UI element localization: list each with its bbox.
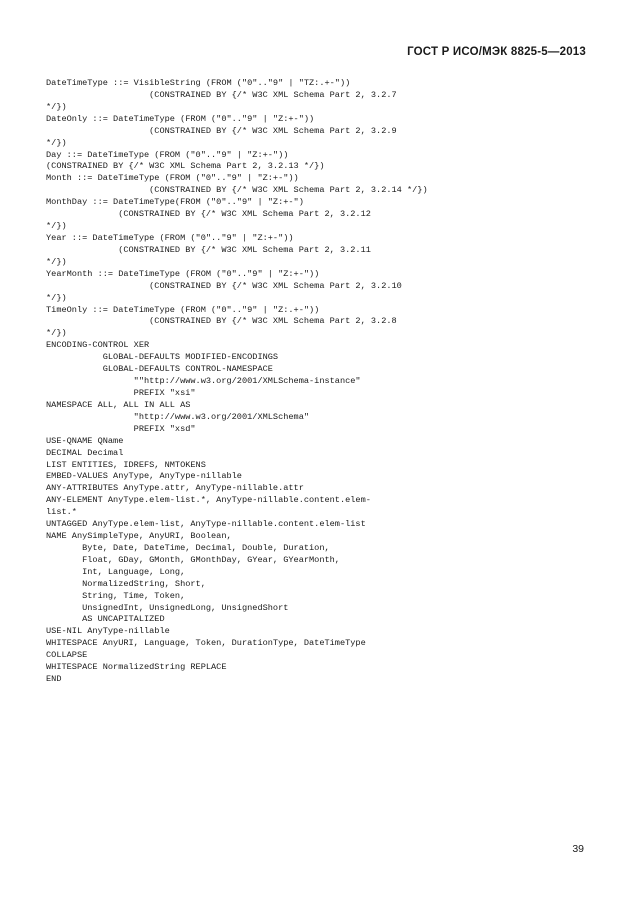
code-line: WHITESPACE NormalizedString REPLACE [46,662,227,673]
code-line: USE-NIL AnyType-nillable [46,626,170,637]
code-line: NAMESPACE ALL, ALL IN ALL AS [46,399,191,410]
page-header-standard-code: ГОСТ Р ИСО/МЭК 8825-5—2013 [407,46,586,58]
code-line: Byte, Date, DateTime, Decimal, Double, Duration, [46,542,330,553]
code-line: */}) [46,137,67,148]
code-line: ""http://www.w3.org/2001/XMLSchema-instance" [46,376,361,387]
code-line: list.* [46,507,77,518]
code-line: ENCODING-CONTROL XER [46,340,150,351]
code-line: (CONSTRAINED BY {/* W3C XML Schema Part 2, 3.2.14 */}) [46,185,428,196]
code-line: ANY-ELEMENT AnyType.elem-list.*, AnyType-nillable.content.elem- [46,495,371,506]
code-line: DECIMAL Decimal [46,447,124,458]
code-line: ANY-ATTRIBUTES AnyType.attr, AnyType-nillable.attr [46,483,304,494]
code-line: */}) [46,256,67,267]
code-line: Float, GDay, GMonth, GMonthDay, GYear, GYearMonth, [46,554,340,565]
code-line: (CONSTRAINED BY {/* W3C XML Schema Part 2, 3.2.11 [46,244,371,255]
code-line: */}) [46,221,67,232]
code-line: USE-QNAME QName [46,435,124,446]
code-line: "http://www.w3.org/2001/XMLSchema" [46,411,310,422]
code-line: (CONSTRAINED BY {/* W3C XML Schema Part 2, 3.2.8 [46,316,397,327]
code-line: YearMonth ::= DateTimeType (FROM ("0".."9" | "Z:+-")) [46,268,320,279]
code-line: PREFIX "xsd" [46,423,196,434]
code-line: DateTimeType ::= VisibleString (FROM ("0".."9" | "TZ:.+-")) [46,78,351,88]
page-number: 39 [572,843,584,855]
code-line: (CONSTRAINED BY {/* W3C XML Schema Part 2, 3.2.12 [46,209,371,220]
code-line: END [46,674,62,685]
code-line: UnsignedInt, UnsignedLong, UnsignedShort [46,602,289,613]
code-line: Int, Language, Long, [46,566,186,577]
code-line: */}) [46,101,67,112]
code-line: (CONSTRAINED BY {/* W3C XML Schema Part 2, 3.2.7 [46,89,397,100]
code-line: */}) [46,292,67,303]
asn1-code-listing [46,78,606,686]
code-line: GLOBAL-DEFAULTS CONTROL-NAMESPACE [46,364,273,375]
code-line: WHITESPACE AnyURI, Language, Token, DurationType, DateTimeType [46,638,366,649]
code-line: Month ::= DateTimeType (FROM ("0".."9" | "Z:+-")) [46,173,299,184]
code-line: GLOBAL-DEFAULTS MODIFIED-ENCODINGS [46,352,279,363]
code-line: AS UNCAPITALIZED [46,614,165,625]
code-line: TimeOnly ::= DateTimeType (FROM ("0".."9" | "Z:.+-")) [46,304,320,315]
code-line: LIST ENTITIES, IDREFS, NMTOKENS [46,459,206,470]
code-line: PREFIX "xsi" [46,387,196,398]
code-line: COLLAPSE [46,650,88,661]
code-line: DateOnly ::= DateTimeType (FROM ("0".."9" | "Z:+-")) [46,113,315,124]
code-line: EMBED-VALUES AnyType, AnyType-nillable [46,471,242,482]
code-line: Day ::= DateTimeType (FROM ("0".."9" | "Z:+-")) [46,149,289,160]
code-line: */}) [46,328,67,339]
code-line: String, Time, Token, [46,590,186,601]
code-line: UNTAGGED AnyType.elem-list, AnyType-nillable.content.elem-list [46,519,366,530]
code-line: NAME AnySimpleType, AnyURI, Boolean, [46,531,232,542]
code-line: Year ::= DateTimeType (FROM ("0".."9" | "Z:+-")) [46,232,294,243]
code-line: (CONSTRAINED BY {/* W3C XML Schema Part 2, 3.2.9 [46,125,397,136]
code-line: (CONSTRAINED BY {/* W3C XML Schema Part 2, 3.2.10 [46,280,402,291]
code-line: (CONSTRAINED BY {/* W3C XML Schema Part 2, 3.2.13 */}) [46,161,325,172]
code-line: NormalizedString, Short, [46,578,206,589]
code-line: MonthDay ::= DateTimeType(FROM ("0".."9" | "Z:+-") [46,197,304,208]
